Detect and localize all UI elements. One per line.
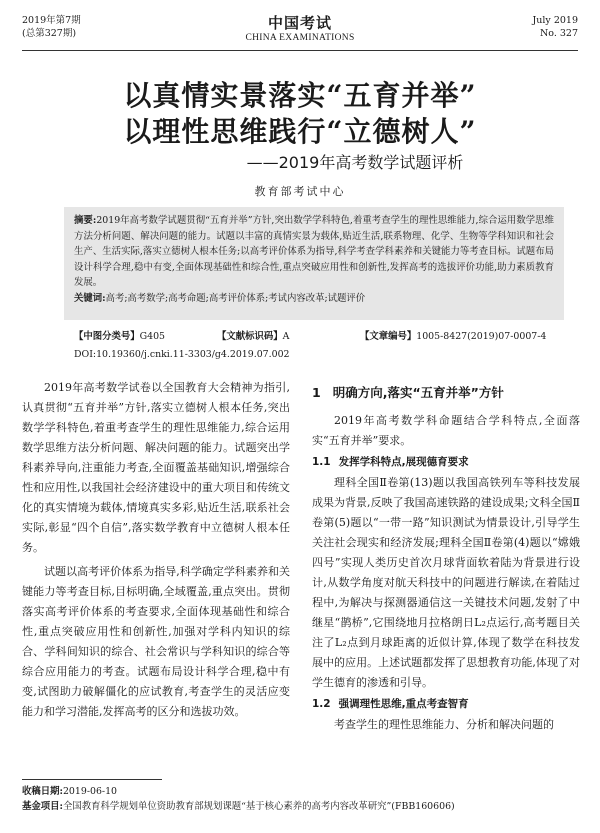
subsection-heading-1-1 xyxy=(312,453,580,471)
issue-date: July 2019 xyxy=(532,15,578,26)
received-date xyxy=(22,784,582,799)
abstract-box xyxy=(64,207,564,320)
issue-info-en xyxy=(532,14,578,40)
doi: DOI:10.19360/j.cnki.11-3303/g4.2019.07.002 xyxy=(74,349,290,360)
article-no-value: 1005-8427(2019)07-0007-4 xyxy=(416,331,547,342)
section-paragraph-1: 2019年高考数学科命题结合学科特点,全面落实“五育并举”要求。 xyxy=(312,414,580,447)
journal-name xyxy=(245,14,354,44)
section-number: 1 xyxy=(312,385,321,400)
author: 教育部考试中心 xyxy=(254,185,346,198)
abstract-text: 2019年高考数学试题贯彻“五育并举”方针,突出数学学科特色,着重考查学生的理性思维能力,综合运用数学思维方法分析问题、解决问题的能力。试题以丰富的真情实景为载体,贴近生活,联系物理、化学、生物等学科知识和社会生产、生活实际,落实立德树人根本任务;以高考评价体系为指导,科学考查学科素养和关键能力等考查目标。试题布局设计科学合理,稳中有变,全面体现基础性和综合性,重点突破应用性和创新性,发挥高考的选拔评价功能,助力素质教育发展。 xyxy=(74,215,554,288)
doc-code-label: 【文献标识码】 xyxy=(216,331,283,342)
article-subtitle xyxy=(0,153,600,173)
subsection-heading-1-2 xyxy=(312,695,580,713)
received-value: 2019-06-10 xyxy=(62,786,118,797)
issue-number: 2019年第7期 xyxy=(22,15,81,26)
journal-name-en: CHINA EXAMINATIONS xyxy=(245,33,355,43)
body-paragraph-2: 试题以高考评价体系为指导,科学确定学科素养和关键能力等考查目标,目标明确,全域覆盖,重点突出。贯彻落实高考评价体系的考查要求,全面体现基础性和综合性,重点突破应用性和创新性,加强对学科内知识的综合、学科间知识的综合、社会常识与学科知识的综合等综合应用能力的考查。试题布局设计科学合理,稳中有变,试图助力破解僵化的应试教育,考查学生的灵活应变能力和学习潜能,发挥高考的区分和选拔功效。 xyxy=(22,565,290,718)
journal-logo: 中国考试 xyxy=(267,14,333,32)
classification-row xyxy=(74,328,564,346)
subtitle-text: ——2019年高考数学试题评析 xyxy=(246,153,464,172)
title-line-2: 以理性思维践行“立德树人” xyxy=(123,115,477,148)
article-no-label: 【文章编号】 xyxy=(359,331,417,342)
clc-value: G405 xyxy=(139,331,166,342)
footnotes xyxy=(22,784,582,814)
keywords-text: 高考;高考数学;高考命题;高考评价体系;考试内容改革;试题评价 xyxy=(105,292,366,304)
issue-info xyxy=(22,14,81,40)
keywords-label: 关键词: xyxy=(74,292,106,304)
subsection-title: 强调理性思维,重点考查智育 xyxy=(338,698,469,710)
section-heading-1 xyxy=(312,383,580,403)
fund-label: 基金项目: xyxy=(22,801,63,812)
fund-value: 全国教育科学规划单位资助教育部规划课题“基于核心素养的高考内容改革研究”(FBB160606) xyxy=(62,801,455,812)
section-title: 明确方向,落实“五育并举”方针 xyxy=(332,385,504,400)
abstract-paragraph xyxy=(74,213,554,291)
classification-info xyxy=(74,328,564,364)
doc-code-value: A xyxy=(282,331,290,342)
clc-label: 【中图分类号】 xyxy=(74,331,140,342)
header-divider xyxy=(22,50,578,51)
received-label: 收稿日期: xyxy=(22,786,63,797)
title-line-1: 以真情实景落实“五育并举” xyxy=(123,79,477,112)
subsection-title: 发挥学科特点,展现德育要求 xyxy=(338,456,469,468)
subsection-number: 1.1 xyxy=(312,456,331,468)
issue-no: No. 327 xyxy=(539,28,578,39)
article-title xyxy=(0,78,600,150)
fund-info xyxy=(22,799,582,814)
section-paragraph-3: 考查学生的理性思维能力、分析和解决问题的 xyxy=(334,718,554,731)
left-column xyxy=(22,378,290,722)
footnote-divider xyxy=(22,779,162,780)
section-paragraph-2: 理科全国Ⅱ卷第(13)题以我国高铁列车等科技发展成果为背景,反映了我国高速铁路的建设成果;文科全国Ⅱ卷第(5)题以“一带一路”知识测试为情景设计,引导学生关注社会现实和经济发展;理科全国Ⅱ卷第(4)题以“嫦娥四号”实现人类历史首次月球背面软着陆为背景进行设计,从数学角度对航天科技中的问题进行解读,在着陆过程中,为解决与探测器通信这一关键技术问题,发射了中继星“鹊桥”,它围绕地月拉格朗日L₂点运行,高考题目关注了L₂点到月球距离的近似计算,体现了数学在科技发展中的应用。上述试题都发挥了思想教育功能,体现了对学生德育的渗透和引导。 xyxy=(312,476,580,689)
subsection-number: 1.2 xyxy=(312,698,331,710)
issue-total: (总第327期) xyxy=(22,28,77,39)
running-header xyxy=(22,14,578,48)
body-paragraph-1: 2019年高考数学试卷以全国教育大会精神为指引,认真贯彻“五育并举”方针,落实立德树人根本任务,突出数学学科特色,着重考查学生的理性思维能力,综合运用数学思维方法分析问题、解决问题的能力。试题突出学科素养导向,注重能力考查,全面覆盖基础知识,增强综合性和应用性,以我国社会经济建设中的重大项目和传统文化的真实情境为载体,情境真实多彩,贴近生活,联系社会实际,彰显“四个自信”,落实数学教育中立德树人根本任务。 xyxy=(22,381,290,554)
abstract-label: 摘要: xyxy=(74,215,97,226)
right-column xyxy=(312,383,580,735)
keywords-line xyxy=(74,291,554,307)
